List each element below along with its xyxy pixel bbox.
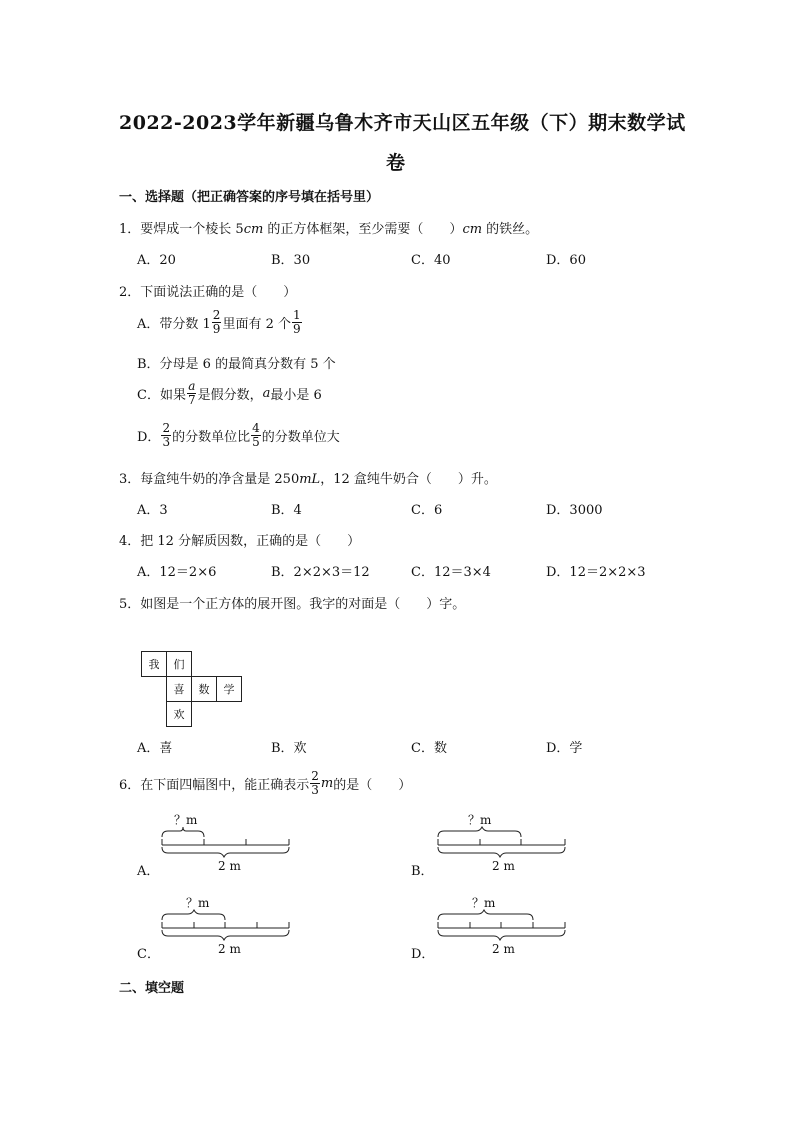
q6-text-2: 的是（ ）	[333, 778, 412, 793]
q2d-text-3: 的分数单位大	[261, 430, 340, 445]
q2-option-a[interactable]	[137, 309, 303, 336]
q6b-top-label: ？m	[468, 813, 492, 827]
q6d-top-label: ？m	[472, 896, 496, 910]
q2a-text-2: 里面有 2 个	[222, 317, 291, 332]
q6-unit: m	[320, 776, 334, 791]
section-heading-choice: 一、选择题（把正确答案的序号填在括号里）	[119, 190, 380, 205]
q6-option-b[interactable]: B．	[411, 864, 434, 879]
question-3	[119, 468, 497, 487]
page-title: 2022-2023学年新疆乌鲁木齐市天山区五年级（下）期末数学试	[119, 112, 686, 134]
net-cell-shu: 数	[191, 676, 217, 702]
net-cell-wo: 我	[141, 651, 167, 677]
page-title-continued: 卷	[386, 152, 406, 174]
q2c-variable: a	[262, 386, 271, 401]
q5-option-a[interactable]: A．喜	[137, 741, 173, 756]
top-brace	[438, 827, 521, 837]
q4-option-d[interactable]: D．12＝2×2×3	[546, 565, 646, 580]
q3-option-c[interactable]: C．6	[411, 503, 443, 518]
q3-option-d[interactable]: D．3000	[546, 503, 603, 518]
q2c-text-3: 最小是 6	[270, 388, 322, 403]
question-6	[119, 770, 411, 797]
q1-text-3: 的铁丝。	[482, 222, 539, 237]
question-5: 5．如图是一个正方体的展开图。我字的对面是（ ）字。	[119, 597, 466, 612]
q2c-text-2: 是假分数，	[197, 388, 263, 403]
question-2: 2．下面说法正确的是（ ）	[119, 285, 297, 300]
q1-text-1: 1．要焊成一个棱长 5	[119, 222, 244, 237]
q1-option-c[interactable]: C．40	[411, 253, 451, 268]
q4-option-a[interactable]: A．12＝2×6	[137, 565, 217, 580]
q6d-bottom-label: 2 m	[492, 942, 515, 956]
q3-unit: mL	[299, 472, 321, 487]
section-heading-fill: 二、填空题	[119, 981, 185, 996]
q6c-top-label: ？m	[186, 896, 210, 910]
bottom-brace	[438, 847, 565, 857]
q2d-text-2: 的分数单位比	[172, 430, 251, 445]
q6-option-c[interactable]: C．	[137, 947, 160, 962]
q6-option-d[interactable]: D．	[411, 947, 435, 962]
q3-text-1: 3．每盒纯牛奶的净含量是 250	[119, 472, 300, 487]
q2d-fraction-2: $\frac{4}{5}$	[252, 421, 260, 449]
q2d-fraction-1: $\frac{2}{3}$	[162, 421, 171, 449]
net-cell-xi: 喜	[166, 676, 192, 702]
q6c-bottom-label: 2 m	[218, 942, 241, 956]
q2a-text-1: A．带分数 1	[137, 317, 211, 332]
net-cell-xue: 学	[216, 676, 242, 702]
q1-text-2: 的正方体框架，至少需要（ ）	[263, 222, 463, 237]
q5-option-c[interactable]: C．数	[411, 741, 447, 756]
net-cell-men: 们	[166, 651, 192, 677]
q3-option-b[interactable]: B．4	[271, 503, 302, 518]
q6a-top-label: ？m	[174, 813, 198, 827]
q2-option-b[interactable]: B．分母是 6 的最简真分数有 5 个	[137, 357, 336, 372]
q2a-fraction-2: $\frac{1}{9}$	[292, 308, 301, 336]
question-4: 4．把 12 分解质因数，正确的是（ ）	[119, 534, 361, 549]
q1-option-b[interactable]: B．30	[271, 253, 311, 268]
bottom-brace	[162, 847, 289, 857]
q1-unit-2: cm	[462, 222, 483, 237]
q2c-fraction: $\frac{a}{7}$	[187, 379, 196, 407]
q6b-bottom-label: 2 m	[492, 859, 515, 873]
q3-text-2: ，12 盒纯牛奶合（ ）升。	[320, 472, 497, 487]
q6-fraction: $\frac{2}{3}$	[311, 769, 319, 797]
q1-option-a[interactable]: A．20	[137, 253, 176, 268]
bottom-brace	[162, 930, 289, 940]
top-brace	[438, 910, 533, 920]
q6-option-a[interactable]: A．	[137, 864, 160, 879]
q3-option-a[interactable]: A．3	[137, 503, 168, 518]
q2-option-d[interactable]	[137, 422, 340, 449]
bottom-brace	[438, 930, 565, 940]
q5-option-b[interactable]: B．欢	[271, 741, 307, 756]
top-brace	[162, 827, 204, 837]
net-cell-huan: 欢	[166, 701, 192, 727]
q2c-text-1: C．如果	[137, 388, 186, 403]
q4-option-c[interactable]: C．12＝3×4	[411, 565, 491, 580]
q1-option-d[interactable]: D．60	[546, 253, 586, 268]
q2-option-c[interactable]	[137, 380, 322, 407]
q1-unit-1: cm	[243, 222, 264, 237]
q2d-text-1: D．	[137, 430, 161, 445]
q4-option-b[interactable]: B．2×2×3＝12	[271, 565, 370, 580]
q6a-bottom-label: 2 m	[218, 859, 241, 873]
question-1	[119, 218, 538, 237]
q2a-fraction-1: $\frac{2}{9}$	[212, 308, 221, 336]
q5-option-d[interactable]: D．学	[546, 741, 583, 756]
q6-text-1: 6．在下面四幅图中，能正确表示	[119, 778, 310, 793]
top-brace	[162, 910, 225, 920]
